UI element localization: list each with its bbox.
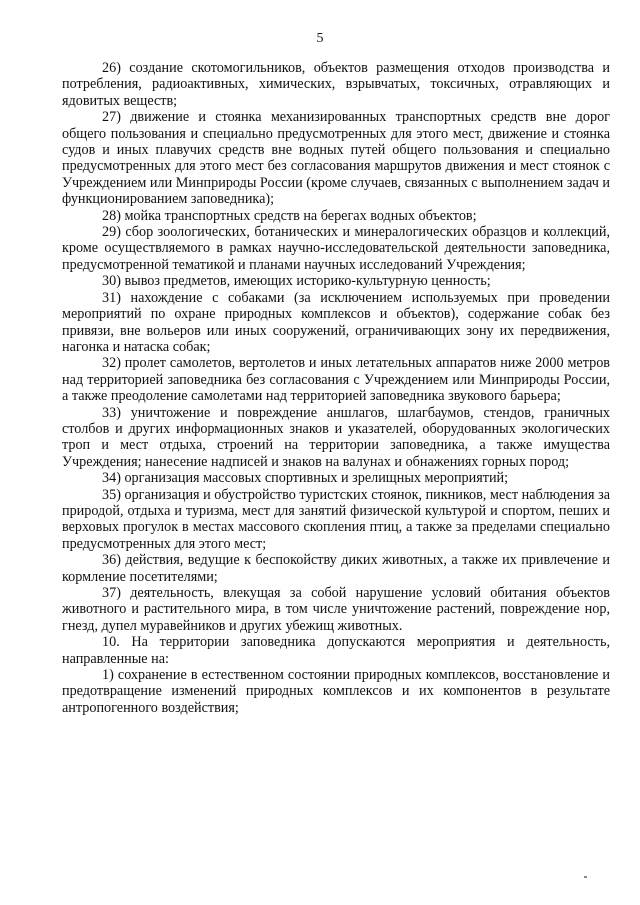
paragraph-34: 34) организация массовых спортивных и зрелищных мероприятий; — [102, 470, 509, 487]
section-10-item-1: 1) сохранение в естественном состоянии природных комплексов, восстановление и предотвращение изменений природных комплексов и их компонентов в результате антропогенного воздействия; — [62, 667, 610, 716]
paragraph-26: 26) создание скотомогильников, объектов размещения отходов производства и потребления, радиоактивных, химических, взрывчатых, токсичных, отравляющих и ядовитых веществ; — [62, 60, 610, 109]
paragraph-30: 30) вывоз предметов, имеющих историко-культурную ценность; — [102, 273, 491, 290]
paragraph-31: 31) нахождение с собаками (за исключением используемых при проведении мероприятий по охране природных комплексов и объектов), содержание собак без привязи, вне вольеров или иных сооружений, ограничивающих зону их передвижения, нагонка и натаска собак; — [62, 289, 610, 355]
paragraph-28: 28) мойка транспортных средств на берегах водных объектов; — [102, 207, 477, 224]
paragraph-27: 27) движение и стоянка механизированных транспортных средств вне дорог общего пользования и специально предусмотренных для этого мест, движение и стоянка судов и иных плавучих средств вне водных путей общего пользования и специально предусмотренных для этого мест без согласования маршрутов движения и мест стоянок с Учреждением или Минприроды России (кроме случаев, связанных с выполнением задач и функционированием заповедника); — [62, 109, 610, 208]
paragraph-29: 29) сбор зоологических, ботанических и минералогических образцов и коллекций, кроме осуществляемого в рамках научно-исследовательской деятельности заповедника, предусмотренной тематикой и планами научных исследований Учреждения; — [62, 224, 610, 273]
paragraph-36: 36) действия, ведущие к беспокойству диких животных, а также их привлечение и кормление посетителями; — [62, 552, 610, 585]
paragraph-33: 33) уничтожение и повреждение аншлагов, шлагбаумов, стендов, граничных столбов и других информационных знаков и указателей, оборудованных экологических троп и мест отдыха, строений на территории заповедника, а также имущества Учреждения; нанесение надписей и знаков на валунах и обнажениях горных пород; — [62, 404, 610, 470]
scan-speck — [584, 876, 587, 878]
page-number: 5 — [316, 31, 324, 46]
paragraph-37: 37) деятельность, влекущая за собой нарушение условий обитания объектов животного и растительного мира, в том числе уничтожение растений, повреждение нор, гнезд, дупел муравейников и других убежищ животных. — [62, 585, 610, 634]
paragraph-35: 35) организация и обустройство туристских стоянок, пикников, мест наблюдения за природой, отдыха и туризма, мест для занятий физической культурой и спортом, пеших и верховых прогулок в местах массового скопления птиц, а также за пределами специально предусмотренных для этого мест; — [62, 486, 610, 552]
document-body — [62, 60, 610, 716]
paragraph-32: 32) пролет самолетов, вертолетов и иных летательных аппаратов ниже 2000 метров над территорией заповедника без согласования с Учреждением или Минприроды России, а также преодоление самолетами над территорией заповедника звукового барьера; — [62, 355, 610, 405]
section-10-heading: 10. На территории заповедника допускаются мероприятия и деятельность, направленные на: — [62, 634, 610, 667]
